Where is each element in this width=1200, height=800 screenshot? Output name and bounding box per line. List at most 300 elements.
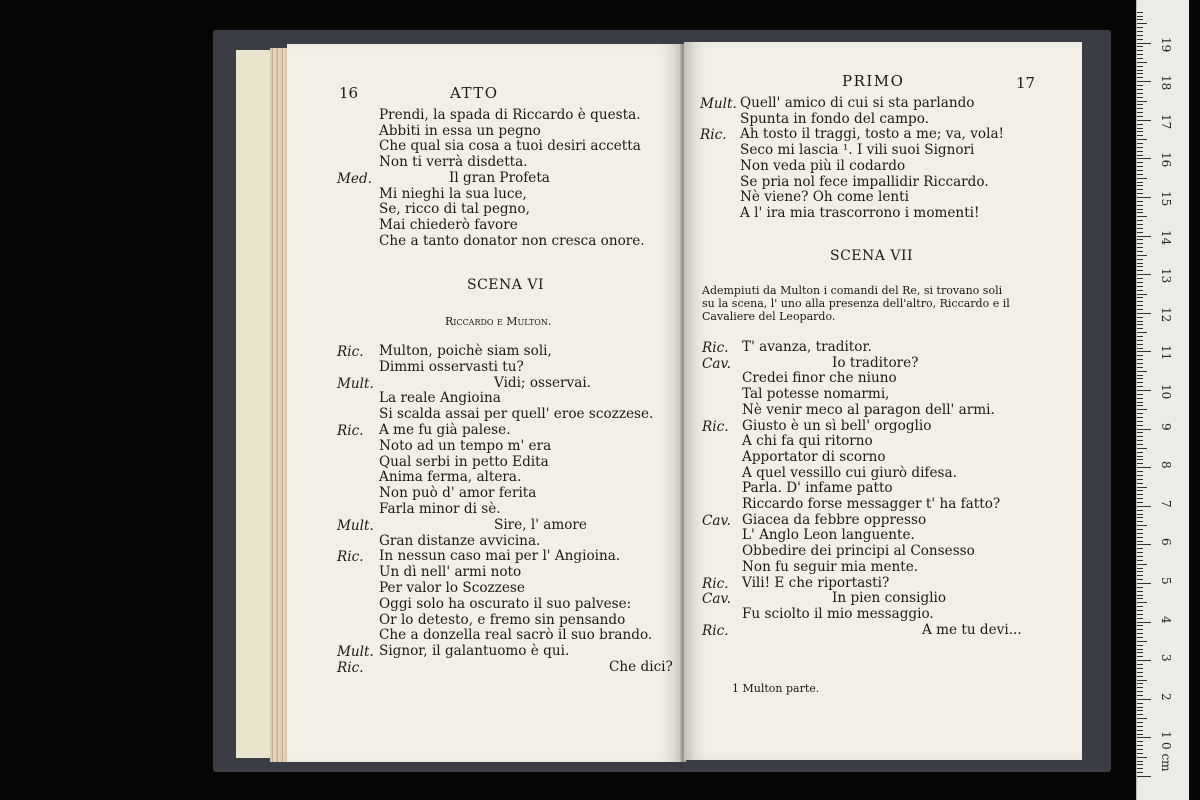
- ruler-tick: [1137, 687, 1143, 688]
- ruler-tick: [1137, 332, 1147, 333]
- ruler-tick: [1137, 402, 1143, 403]
- stage-direction-line: Adempiuti da Multon i comandi del Re, si trovano soli: [702, 284, 1003, 297]
- ruler-tick: [1137, 649, 1143, 650]
- ruler-tick: [1137, 139, 1147, 140]
- ruler-label: 16: [1159, 152, 1173, 168]
- ruler-label: 6: [1159, 538, 1173, 547]
- verse-line: Che a tanto donator non cresca onore.: [379, 232, 645, 249]
- ruler-tick: [1137, 363, 1143, 364]
- ruler-tick: [1137, 726, 1143, 727]
- ruler-tick: [1137, 471, 1143, 472]
- ruler-tick: [1137, 166, 1143, 167]
- ruler-tick: [1137, 259, 1143, 260]
- ruler-tick: [1137, 158, 1151, 159]
- ruler-label: 2: [1159, 692, 1173, 701]
- verse-line: Signor, il galantuomo è qui.: [379, 643, 570, 660]
- ruler-tick: [1137, 521, 1143, 522]
- ruler-tick: [1137, 371, 1147, 372]
- ruler-tick: [1137, 66, 1143, 67]
- ruler-tick: [1137, 77, 1143, 78]
- ruler-tick: [1137, 602, 1147, 603]
- ruler-tick: [1137, 629, 1143, 630]
- verse-line: Or lo detesto, e fremo sin pensando: [379, 611, 626, 628]
- verse-line: Che dici?: [609, 659, 673, 675]
- ruler-tick: [1137, 703, 1143, 704]
- ruler-tick: [1137, 73, 1143, 74]
- ruler-tick: [1137, 85, 1143, 86]
- speaker-label: Cav.: [702, 355, 731, 372]
- ruler-tick: [1137, 270, 1143, 271]
- ruler-tick: [1137, 390, 1151, 391]
- ruler-tick: [1137, 718, 1147, 719]
- verse-line: Abbiti in essa un pegno: [379, 122, 541, 139]
- ruler-tick: [1137, 502, 1143, 503]
- ruler-tick: [1137, 483, 1143, 484]
- ruler-tick: [1137, 456, 1143, 457]
- ruler-tick: [1137, 556, 1143, 557]
- ruler-tick: [1137, 131, 1143, 132]
- ruler-tick: [1137, 93, 1143, 94]
- verse-line: Farla minor di sè.: [379, 501, 501, 517]
- measuring-ruler: [1136, 0, 1189, 800]
- ruler-tick: [1137, 614, 1143, 615]
- ruler-tick: [1137, 660, 1151, 661]
- ruler-tick: [1137, 101, 1147, 102]
- verse-line: Io traditore?: [832, 354, 919, 371]
- ruler-tick: [1137, 224, 1143, 225]
- ruler-label: 12: [1159, 306, 1173, 323]
- speaker-label: Ric.: [700, 127, 727, 144]
- ruler-tick: [1137, 595, 1143, 596]
- ruler-tick: [1137, 367, 1143, 368]
- ruler-tick: [1137, 321, 1143, 322]
- ruler-tick: [1137, 294, 1147, 295]
- ruler-tick: [1137, 417, 1143, 418]
- ruler-label: 19: [1159, 36, 1173, 52]
- verse-line: Un dì nell' armi noto: [379, 564, 522, 581]
- ruler-tick: [1137, 317, 1143, 318]
- verse-line: A l' ira mia trascorrono i momenti!: [740, 204, 980, 221]
- ruler-tick: [1137, 487, 1147, 488]
- verse-line: Parla. D' infame patto: [742, 480, 893, 497]
- ruler-tick: [1137, 587, 1143, 588]
- ruler-tick: [1137, 185, 1143, 186]
- ruler-tick: [1137, 440, 1143, 441]
- verse-line: Spunta in fondo del campo.: [740, 110, 930, 127]
- ruler-tick: [1137, 394, 1143, 395]
- ruler-tick: [1137, 46, 1143, 47]
- page-number: 16: [339, 84, 359, 102]
- verse-line: Apportator di scorno: [742, 448, 886, 465]
- ruler-tick: [1137, 529, 1143, 530]
- stage-direction-line: Cavaliere del Leopardo.: [702, 310, 836, 323]
- ruler-label: 17: [1159, 113, 1173, 130]
- ruler-tick: [1137, 135, 1143, 136]
- verse-line: Non può d' amor ferita: [379, 485, 537, 502]
- ruler-tick: [1137, 714, 1143, 715]
- ruler-tick: [1137, 525, 1147, 526]
- speaker-label: Ric.: [702, 575, 729, 592]
- ruler-tick: [1137, 753, 1143, 754]
- ruler-tick: [1137, 564, 1147, 565]
- ruler-tick: [1137, 243, 1143, 244]
- ruler-tick: [1137, 124, 1143, 125]
- ruler-tick: [1137, 239, 1143, 240]
- ruler-tick: [1137, 170, 1143, 171]
- ruler-tick: [1137, 494, 1143, 495]
- ruler-tick: [1137, 359, 1143, 360]
- ruler-tick: [1137, 730, 1143, 731]
- speaker-label: Ric.: [337, 423, 364, 439]
- speaker-label: Ric.: [337, 549, 364, 566]
- ruler-tick: [1137, 70, 1143, 71]
- ruler-tick: [1137, 19, 1143, 20]
- ruler-tick: [1137, 683, 1143, 684]
- ruler-tick: [1137, 680, 1147, 681]
- ruler-tick: [1137, 672, 1143, 673]
- ruler-tick: [1137, 583, 1151, 584]
- ruler-tick: [1137, 174, 1143, 175]
- ruler-tick: [1137, 506, 1151, 507]
- ruler-tick: [1137, 598, 1143, 599]
- ruler-tick: [1137, 193, 1143, 194]
- ruler-label: 3: [1159, 654, 1173, 662]
- ruler-tick: [1137, 27, 1143, 28]
- ruler-tick: [1137, 31, 1143, 32]
- verse-line: Non fu seguir mia mente.: [742, 558, 919, 575]
- ruler-tick: [1137, 324, 1143, 325]
- ruler-tick: [1137, 212, 1143, 213]
- ruler-label: 14: [1159, 229, 1173, 245]
- ruler-label: 1: [1159, 731, 1173, 740]
- ruler-tick: [1137, 23, 1147, 24]
- ruler-tick: [1137, 282, 1143, 283]
- ruler-tick: [1137, 309, 1143, 310]
- ruler-tick: [1137, 425, 1143, 426]
- verse-line: Riccardo forse messagger t' ha fatto?: [742, 496, 1001, 512]
- ruler-tick: [1137, 676, 1143, 677]
- ruler-tick: [1137, 54, 1143, 55]
- ruler-tick: [1137, 772, 1143, 773]
- ruler-tick: [1137, 579, 1143, 580]
- verse-line: Vili! E che riportasti?: [742, 574, 890, 591]
- ruler-tick: [1137, 633, 1143, 634]
- verse-line: La reale Angioina: [379, 390, 501, 407]
- verse-line: L' Anglo Leon languente.: [742, 527, 915, 544]
- ruler-tick: [1137, 575, 1143, 576]
- ruler-tick: [1137, 409, 1147, 410]
- verse-line: Tal potesse nomarmi,: [742, 386, 890, 403]
- ruler-tick: [1137, 722, 1143, 723]
- ruler-tick: [1137, 710, 1143, 711]
- ruler-tick: [1137, 741, 1143, 742]
- speaker-label: Mult.: [700, 96, 737, 112]
- ruler-tick: [1137, 205, 1143, 206]
- ruler-tick: [1137, 514, 1143, 515]
- ruler-tick: [1137, 263, 1143, 264]
- ruler-label: 5: [1159, 577, 1173, 585]
- ruler-tick: [1137, 757, 1147, 758]
- ruler-tick: [1137, 386, 1143, 387]
- ruler-label: 4: [1159, 615, 1173, 624]
- ruler-tick: [1137, 606, 1143, 607]
- ruler-tick: [1137, 351, 1151, 352]
- ruler-tick: [1137, 348, 1143, 349]
- ruler-tick: [1137, 313, 1151, 314]
- verse-line: A me fu già palese.: [379, 422, 511, 438]
- right-page: [684, 42, 1082, 760]
- ruler-tick: [1137, 745, 1143, 746]
- ruler-tick: [1137, 35, 1143, 36]
- ruler-tick: [1137, 436, 1143, 437]
- verse-line: Vidi; osservai.: [494, 374, 592, 391]
- ruler-tick: [1137, 143, 1143, 144]
- ruler-tick: [1137, 336, 1143, 337]
- ruler-tick: [1137, 104, 1143, 105]
- ruler-tick: [1137, 328, 1143, 329]
- verse-line: Credei finor che niuno: [742, 370, 897, 387]
- ruler-tick: [1137, 120, 1151, 121]
- ruler-tick: [1137, 278, 1143, 279]
- ruler-tick: [1137, 734, 1143, 735]
- ruler-tick: [1137, 490, 1143, 491]
- verse-line: Se pria nol fece impallidir Riccardo.: [740, 173, 989, 190]
- ruler-tick: [1137, 209, 1143, 210]
- ruler-tick: [1137, 162, 1143, 163]
- speaker-label: Ric.: [702, 622, 729, 639]
- ruler-tick: [1137, 50, 1143, 51]
- ruler-tick: [1137, 641, 1147, 642]
- ruler-tick: [1137, 251, 1143, 252]
- ruler-tick: [1137, 378, 1143, 379]
- ruler-tick: [1137, 97, 1143, 98]
- ruler-tick: [1137, 764, 1143, 765]
- ruler-label: 0 cm: [1159, 742, 1173, 772]
- verse-line: Per valor lo Scozzese: [379, 580, 525, 596]
- ruler-tick: [1137, 220, 1143, 221]
- ruler-tick: [1137, 155, 1143, 156]
- ruler-tick: [1137, 479, 1143, 480]
- ruler-tick: [1137, 691, 1143, 692]
- ruler-tick: [1137, 459, 1143, 460]
- ruler-tick: [1137, 610, 1143, 611]
- verse-line: Fu sciolto il mio messaggio.: [742, 605, 934, 622]
- verse-line: Seco mi lascia ¹. I vili suoi Signori: [740, 142, 975, 159]
- verse-line: Sire, l' amore: [494, 516, 587, 533]
- ruler-tick: [1137, 645, 1143, 646]
- ruler-tick: [1137, 128, 1143, 129]
- verse-line: Obbedire dei principi al Consesso: [742, 543, 975, 560]
- ruler-tick: [1137, 297, 1143, 298]
- verse-line: Che a donzella real sacrò il suo brando.: [379, 627, 653, 644]
- ruler-tick: [1137, 432, 1143, 433]
- ruler-tick: [1137, 652, 1143, 653]
- ruler-tick: [1137, 247, 1143, 248]
- ruler-tick: [1137, 62, 1147, 63]
- verse-line: Prendi, la spada di Riccardo è questa.: [379, 107, 641, 123]
- ruler-tick: [1137, 301, 1143, 302]
- ruler-tick: [1137, 699, 1151, 700]
- page-number: 17: [1016, 74, 1036, 92]
- verse-line: A me tu devi...: [922, 621, 1022, 638]
- ruler-tick: [1137, 622, 1151, 623]
- verse-line: Che qual sia cosa a tuoi desiri accetta: [379, 138, 641, 155]
- ruler-tick: [1137, 533, 1143, 534]
- ruler-label: 8: [1159, 461, 1173, 469]
- ruler-tick: [1137, 591, 1143, 592]
- verse-line: Nè venir meco al paragon dell' armi.: [742, 401, 995, 418]
- ruler-tick: [1137, 266, 1143, 267]
- ruler-tick: [1137, 776, 1151, 777]
- ruler-tick: [1137, 178, 1147, 179]
- speaker-label: Cav.: [702, 512, 731, 529]
- ruler-tick: [1137, 12, 1143, 13]
- ruler-label: 13: [1159, 268, 1173, 284]
- verse-line: Nè viene? Oh come lenti: [740, 189, 909, 206]
- verse-line: In nessun caso mai per l' Angioina.: [379, 548, 621, 565]
- footnote: 1 Multon parte.: [732, 682, 820, 695]
- ruler-tick: [1137, 467, 1151, 468]
- verse-line: Quell' amico di cui si sta parlando: [740, 95, 975, 111]
- verse-line: Noto ad un tempo m' era: [379, 437, 552, 454]
- ruler-tick: [1137, 463, 1143, 464]
- ruler-tick: [1137, 151, 1143, 152]
- speaker-label: Ric.: [337, 344, 364, 360]
- ruler-tick: [1137, 768, 1143, 769]
- ruler-tick: [1137, 405, 1143, 406]
- verse-line: Mi nieghi la sua luce,: [379, 185, 527, 202]
- verse-line: Non veda più il codardo: [740, 157, 906, 174]
- verse-line: Multon, poichè siam soli,: [379, 343, 552, 359]
- verse-line: Si scalda assai per quell' eroe scozzese.: [379, 406, 654, 423]
- speaker-label: Ric.: [337, 660, 364, 676]
- ruler-tick: [1137, 39, 1143, 40]
- verse-line: Dimmi osservasti tu?: [379, 358, 524, 375]
- ruler-tick: [1137, 498, 1143, 499]
- page-header: PRIMO: [842, 72, 905, 90]
- ruler-tick: [1137, 286, 1143, 287]
- ruler-tick: [1137, 544, 1151, 545]
- ruler-tick: [1137, 761, 1143, 762]
- verse-line: Il gran Profeta: [449, 169, 550, 186]
- ruler-tick: [1137, 382, 1143, 383]
- ruler-tick: [1137, 340, 1143, 341]
- ruler-label: 18: [1159, 75, 1173, 91]
- ruler-tick: [1137, 274, 1151, 275]
- ruler-tick: [1137, 375, 1143, 376]
- ruler-tick: [1137, 112, 1143, 113]
- speaker-label: Mult.: [337, 375, 374, 392]
- ruler-tick: [1137, 189, 1143, 190]
- ruler-tick: [1137, 89, 1143, 90]
- ruler-tick: [1137, 344, 1143, 345]
- ruler-tick: [1137, 444, 1143, 445]
- ruler-tick: [1137, 571, 1143, 572]
- ruler-tick: [1137, 290, 1143, 291]
- ruler-tick: [1137, 560, 1143, 561]
- ruler-tick: [1137, 147, 1143, 148]
- ruler-tick: [1137, 429, 1151, 430]
- ruler-tick: [1137, 517, 1143, 518]
- verse-line: Anima ferma, altera.: [379, 469, 522, 486]
- verse-line: Oggi solo ha oscurato il suo palvese:: [379, 595, 632, 612]
- speaker-label: Med.: [337, 170, 372, 187]
- ruler-tick: [1137, 618, 1143, 619]
- ruler-tick: [1137, 510, 1143, 511]
- ruler-tick: [1137, 81, 1151, 82]
- ruler-tick: [1137, 58, 1143, 59]
- ruler-tick: [1137, 625, 1143, 626]
- ruler-tick: [1137, 421, 1143, 422]
- ruler-tick: [1137, 749, 1143, 750]
- ruler-tick: [1137, 737, 1151, 738]
- speaker-label: Mult.: [337, 517, 374, 534]
- verse-line: Ah tosto il traggi, tosto a me; va, vola!: [740, 126, 1005, 143]
- verse-line: T' avanza, traditor.: [742, 339, 872, 355]
- ruler-tick: [1137, 255, 1147, 256]
- stage-direction-line: su la scena, l' uno alla presenza dell'altro, Riccardo e il: [702, 297, 1010, 310]
- speaker-label: Ric.: [702, 340, 729, 356]
- ruler-tick: [1137, 201, 1143, 202]
- ruler-tick: [1137, 637, 1143, 638]
- ruler-tick: [1137, 452, 1143, 453]
- ruler-tick: [1137, 707, 1143, 708]
- scene-title: SCENA VII: [830, 248, 914, 264]
- page-header: ATTO: [450, 84, 499, 102]
- ruler-tick: [1137, 541, 1143, 542]
- speaker-label: Mult.: [337, 644, 374, 661]
- verse-line: Mai chiederò favore: [379, 216, 518, 233]
- ruler-tick: [1137, 475, 1143, 476]
- ruler-tick: [1137, 398, 1143, 399]
- ruler-tick: [1137, 116, 1143, 117]
- ruler-tick: [1137, 355, 1143, 356]
- verse-line: Giacea da febbre oppresso: [742, 511, 927, 528]
- ruler-label: 7: [1159, 499, 1173, 508]
- ruler-tick: [1137, 552, 1143, 553]
- verse-line: A chi fa qui ritorno: [742, 433, 873, 450]
- ruler-tick: [1137, 448, 1147, 449]
- ruler-tick: [1137, 197, 1151, 198]
- ruler-tick: [1137, 548, 1143, 549]
- ruler-tick: [1137, 664, 1143, 665]
- verse-line: Gran distanze avvicina.: [379, 532, 541, 549]
- speaker-label: Ric.: [702, 418, 729, 435]
- speaker-label: Cav.: [702, 591, 731, 608]
- verse-line: In pien consiglio: [832, 590, 947, 607]
- verse-line: Se, ricco di tal pegno,: [379, 201, 530, 218]
- ruler-tick: [1137, 43, 1151, 44]
- ruler-tick: [1137, 568, 1143, 569]
- scene-title: SCENA VI: [467, 277, 544, 293]
- ruler-tick: [1137, 216, 1147, 217]
- verse-line: Giusto è un sì bell' orgoglio: [742, 417, 932, 434]
- ruler-label: 11: [1159, 345, 1173, 361]
- scene-characters: Riccardo e Multon.: [445, 315, 552, 328]
- ruler-tick: [1137, 228, 1143, 229]
- ruler-tick: [1137, 182, 1143, 183]
- ruler-tick: [1137, 668, 1143, 669]
- ruler-tick: [1137, 236, 1151, 237]
- ruler-tick: [1137, 656, 1143, 657]
- ruler-tick: [1137, 695, 1143, 696]
- ruler-tick: [1137, 16, 1143, 17]
- verse-line: Non ti verrà disdetta.: [379, 154, 528, 171]
- verse-line: Qual serbi in petto Edita: [379, 453, 549, 470]
- ruler-label: 10: [1159, 384, 1173, 400]
- ruler-tick: [1137, 537, 1143, 538]
- left-page: [287, 44, 683, 762]
